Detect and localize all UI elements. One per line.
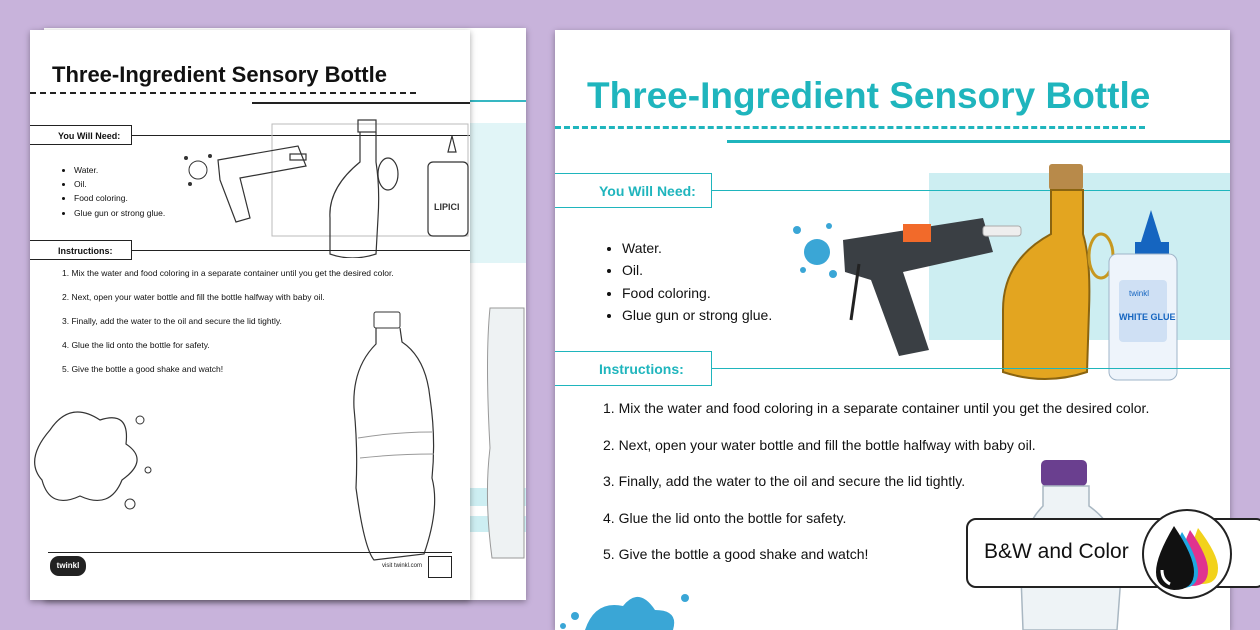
solid-divider: [727, 140, 1230, 143]
paint-splash-icon: [30, 400, 160, 520]
list-item: 5. Give the bottle a good shake and watch!: [62, 364, 224, 374]
heading-rule: [712, 368, 1230, 369]
water-bottle-illustration: [480, 268, 526, 568]
footer-divider: [48, 552, 452, 553]
list-item: 1. Mix the water and food coloring in a separate container until you get the desired color.: [603, 400, 1150, 416]
materials-list: [602, 237, 772, 326]
dashed-divider: [555, 126, 1145, 129]
glue-bottle-icon: [428, 136, 468, 236]
list-item: • Oil.: [622, 259, 772, 281]
glue-label: LIPICI: [434, 202, 460, 212]
list-item: • Glue gun or strong glue.: [74, 206, 165, 220]
glue-gun-icon: [218, 146, 306, 222]
glue-label: WHITE GLUE: [1119, 312, 1176, 322]
list-item: 1. Mix the water and food coloring in a separate container until you get the desired color.: [62, 268, 394, 278]
list-item: • Water.: [74, 163, 165, 177]
dashed-divider: [30, 92, 416, 94]
website-url: visit twinkl.com: [382, 563, 423, 569]
list-item: • Water.: [622, 237, 772, 259]
splash-icon: [793, 223, 837, 278]
materials-illustration: [783, 160, 1183, 390]
worksheet-title: Three-Ingredient Sensory Bottle: [587, 75, 1151, 116]
instructions-heading: Instructions:: [555, 351, 712, 386]
oil-bottle-icon: [1003, 164, 1113, 379]
heading-rule: [132, 250, 470, 251]
list-item: 5. Give the bottle a good shake and watch!: [603, 546, 869, 562]
oil-bottle-icon: [330, 120, 398, 258]
water-bottle-illustration: [340, 308, 450, 568]
you-will-need-heading: You Will Need:: [30, 125, 132, 145]
paint-splash-icon: [555, 586, 695, 630]
instructions-heading: Instructions:: [30, 240, 132, 260]
materials-illustration: [180, 118, 470, 258]
worksheet-title: Three-Ingredient Sensory Bottle: [52, 62, 387, 87]
list-item: 2. Next, open your water bottle and fill the bottle halfway with baby oil.: [603, 436, 1036, 453]
you-will-need-heading: You Will Need:: [555, 173, 712, 208]
twinkl-logo: twinkl: [50, 556, 86, 576]
list-item: 3. Finally, add the water to the oil and secure the lid tightly.: [603, 473, 966, 489]
bw-and-color-badge: [966, 518, 1260, 588]
glue-logo-text: twinkl: [1129, 289, 1150, 298]
list-item: • Food coloring.: [74, 191, 165, 205]
splash-icon: [184, 154, 212, 186]
bw-worksheet: [30, 30, 470, 600]
solid-divider: [252, 102, 470, 104]
materials-list: [58, 163, 165, 220]
list-item: 4. Glue the lid onto the bottle for safety.: [603, 509, 847, 526]
list-item: 2. Next, open your water bottle and fill the bottle halfway with baby oil.: [62, 292, 325, 302]
list-item: • Oil.: [74, 177, 165, 191]
list-item: • Glue gun or strong glue.: [622, 304, 772, 326]
list-item: 4. Glue the lid onto the bottle for safety.: [62, 340, 210, 350]
badge-label: B&W and Color: [984, 540, 1129, 563]
list-item: 3. Finally, add the water to the oil and secure the lid tightly.: [62, 316, 282, 326]
list-item: • Food coloring.: [622, 282, 772, 304]
quality-badge-icon: [428, 556, 452, 578]
glue-gun-icon: [843, 218, 1021, 356]
ink-drops-icon: [1142, 508, 1232, 600]
